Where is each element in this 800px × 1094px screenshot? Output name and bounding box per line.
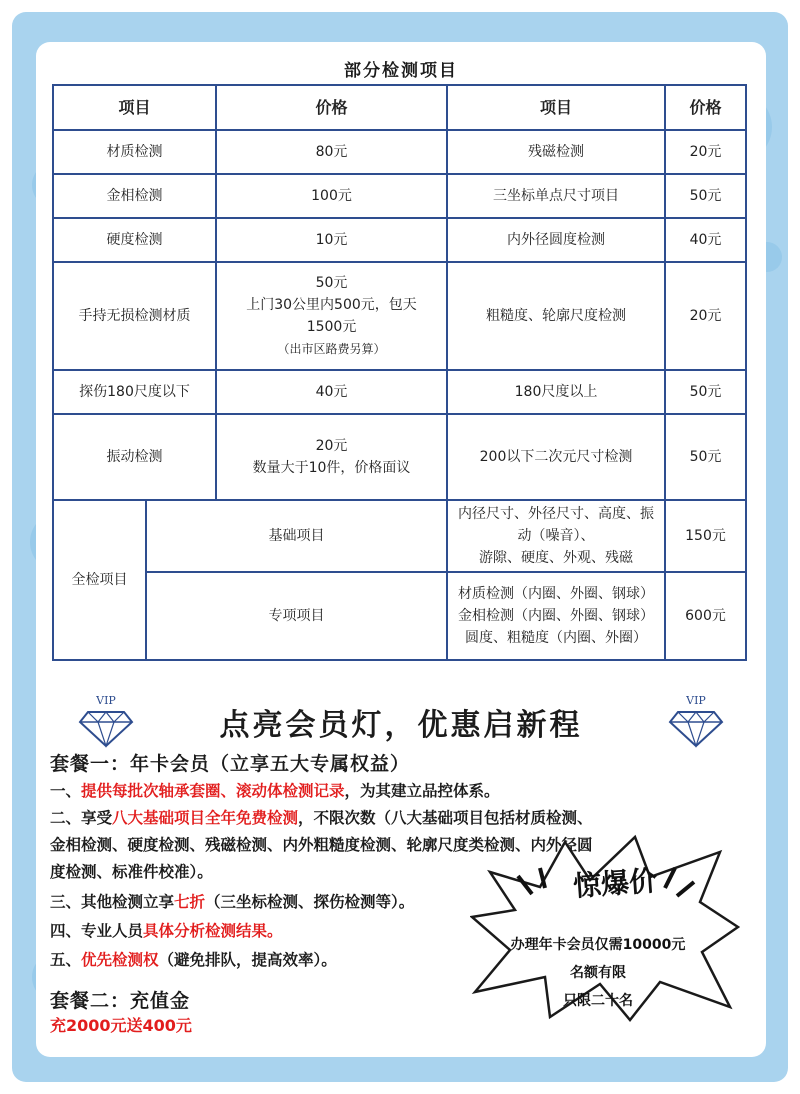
cell-price: 50元 xyxy=(665,370,746,414)
cell-price: 20元 xyxy=(665,130,746,174)
special-line: 材质检测（内圈、外圈、钢球） xyxy=(458,586,655,602)
price-line: 20元 xyxy=(315,438,348,454)
basic-label: 基础项目 xyxy=(146,500,447,572)
benefit-highlight: 七折 xyxy=(174,893,206,911)
table-row xyxy=(53,174,746,218)
special-line: 金相检测（内圈、外圈、钢球） xyxy=(458,608,655,624)
table-title: 部分检测项目 xyxy=(344,61,458,81)
benefit-prefix: 二、享受 xyxy=(50,809,113,827)
benefit-2 xyxy=(50,805,750,832)
member-banner xyxy=(36,694,766,748)
cell-price: 20元 xyxy=(665,262,746,370)
table-row xyxy=(53,370,746,414)
benefit-highlight: 具体分析检测结果。 xyxy=(143,922,283,940)
table-row xyxy=(53,130,746,174)
basic-line: 内径尺寸、外径尺寸、高度、振动（噪音）、 xyxy=(458,506,655,544)
cell-item: 探伤180尺度以下 xyxy=(53,370,216,414)
burst-title: 惊爆价 xyxy=(572,864,659,903)
burst-line: 名额有限 xyxy=(570,965,626,981)
banner-title: 点亮会员灯，优惠启新程 xyxy=(219,708,583,743)
benefit-rest: ，不限次数（八大基础项目包括材质检测、 xyxy=(298,809,593,827)
basic-line: 游隙、硬度、外观、残磁 xyxy=(479,550,634,566)
cell-item: 振动检测 xyxy=(53,414,216,500)
cell-item: 硬度检测 xyxy=(53,218,216,262)
benefit-rest: （三坐标检测、探伤检测等）。 xyxy=(205,893,415,911)
vip-label: VIP xyxy=(686,694,706,707)
header-item-2: 项目 xyxy=(447,85,665,130)
cell-item: 粗糙度、轮廓尺度检测 xyxy=(447,262,665,370)
table-row xyxy=(53,218,746,262)
special-price: 600元 xyxy=(665,572,746,660)
price-line: 数量大于10件，价格面议 xyxy=(252,460,411,476)
cell-item: 180尺度以上 xyxy=(447,370,665,414)
benefit-rest: （避免排队，提高效率）。 xyxy=(158,951,337,969)
header-price-2: 价格 xyxy=(665,85,746,130)
benefit-2-cont: 度检测、标准件校准）。 xyxy=(50,863,213,881)
cell-price: 80元 xyxy=(216,130,447,174)
benefit-1 xyxy=(50,778,750,805)
cell-item: 手持无损检测材质 xyxy=(53,262,216,370)
table-row xyxy=(53,414,746,500)
burst-line: 办理年卡会员仅需10000元 xyxy=(510,937,686,953)
cell-price: 40元 xyxy=(216,370,447,414)
table-row-full-basic xyxy=(53,500,746,572)
special-line: 圆度、粗糙度（内圈、外圈） xyxy=(465,630,648,646)
cell-item: 金相检测 xyxy=(53,174,216,218)
price-note: （出市区路费另算） xyxy=(277,342,386,356)
header-item: 项目 xyxy=(53,85,216,130)
special-label: 专项项目 xyxy=(146,572,447,660)
cell-price: 100元 xyxy=(216,174,447,218)
cell-price xyxy=(216,414,447,500)
package2-promo: 充2000元送400元 xyxy=(50,1016,192,1035)
cell-item: 内外径圆度检测 xyxy=(447,218,665,262)
price-line: 1500元 xyxy=(306,319,357,335)
vip-label: VIP xyxy=(96,694,116,707)
cell-price: 40元 xyxy=(665,218,746,262)
table-row-full-special xyxy=(53,572,746,660)
benefit-highlight: 优先检测权 xyxy=(81,951,159,969)
burst-line: 只限二十名 xyxy=(563,993,633,1009)
cell-item: 三坐标单点尺寸项目 xyxy=(447,174,665,218)
benefit-prefix: 五、 xyxy=(50,951,82,969)
benefit-prefix: 三、其他检测立享 xyxy=(50,893,175,911)
benefit-rest: ，为其建立品控体系。 xyxy=(344,782,500,800)
vip-diamond-icon-left xyxy=(76,694,136,748)
cell-price: 50元 xyxy=(665,414,746,500)
package2-title: 套餐二：充值金 xyxy=(50,990,191,1012)
table-row xyxy=(53,262,746,370)
special-items xyxy=(447,572,665,660)
price-table xyxy=(52,84,747,661)
price-line: 50元 xyxy=(315,275,348,291)
price-line: 上门30公里内500元，包天 xyxy=(246,297,417,313)
table-header-row xyxy=(53,85,746,130)
benefit-highlight: 八大基础项目全年免费检测 xyxy=(112,809,299,827)
header-price: 价格 xyxy=(216,85,447,130)
cell-price xyxy=(216,262,447,370)
benefit-prefix: 一、 xyxy=(50,782,82,800)
cell-item: 材质检测 xyxy=(53,130,216,174)
basic-price: 150元 xyxy=(665,500,746,572)
package1-title: 套餐一：年卡会员（立享五大专属权益） xyxy=(50,753,411,775)
benefit-highlight: 提供每批次轴承套圈、滚动体检测记录 xyxy=(81,782,345,800)
cell-item: 200以下二次元尺寸检测 xyxy=(447,414,665,500)
full-check-label: 全检项目 xyxy=(53,500,146,660)
benefit-2-cont: 金相检测、硬度检测、残磁检测、内外粗糙度检测、轮廓尺度类检测、内外径圆 xyxy=(50,836,593,854)
basic-items xyxy=(447,500,665,572)
vip-diamond-icon-right xyxy=(666,694,726,748)
benefit-prefix: 四、专业人员 xyxy=(50,922,144,940)
cell-price: 10元 xyxy=(216,218,447,262)
cell-price: 50元 xyxy=(665,174,746,218)
cell-item: 残磁检测 xyxy=(447,130,665,174)
